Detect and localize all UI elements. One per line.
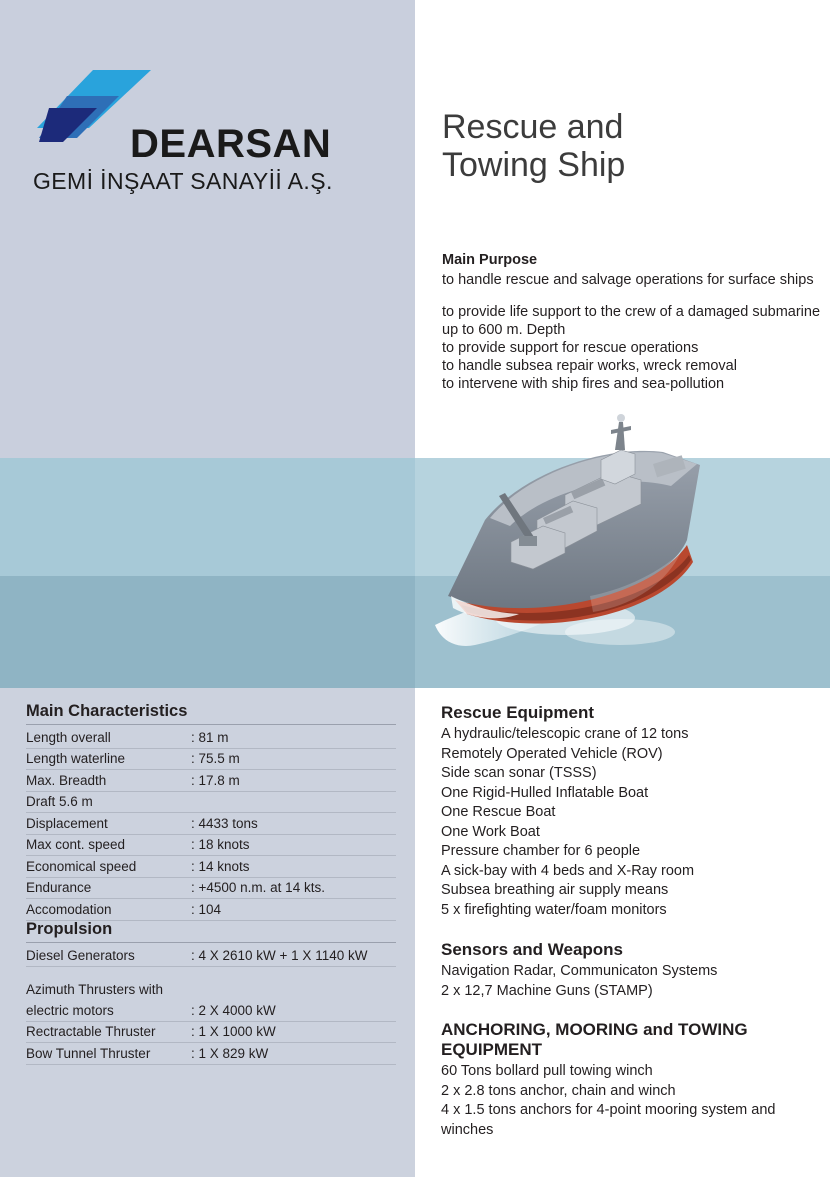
main-purpose-item: to provide support for rescue operations [442,340,699,356]
list-item: One Rigid-Hulled Inflatable Boat [441,784,649,801]
sensors-weapons-heading: Sensors and Weapons [441,940,624,959]
table-row [26,945,396,967]
spec-value: : 1 X 1000 kW [191,1024,276,1039]
spec-key: Displacement [26,815,108,831]
spec-key: Accomodation [26,901,112,917]
spec-value: : 1 X 829 kW [191,1045,269,1061]
page-title-line2: Towing Ship [442,146,626,184]
anchoring-heading-line2: EQUIPMENT [441,1040,543,1059]
list-item: Side scan sonar (TSSS) [441,765,597,781]
list-item: 2 x 2.8 tons anchor, chain and winch [441,1082,676,1099]
table-row [26,899,396,921]
list-item: 2 x 12,7 Machine Guns (STAMP) [441,982,653,999]
spec-value: : 17.8 m [191,772,240,788]
table-row [26,1000,396,1022]
spec-key: Economical speed [26,858,137,874]
spec-key: Max. Breadth [26,772,107,788]
brand-name: DEARSAN [130,122,332,166]
spec-key: electric motors [26,1002,114,1018]
spec-key: Rectractable Thruster [26,1024,156,1039]
spec-key: Draft 5.6 m [26,794,93,809]
ship-illustration [415,400,830,688]
list-item: 5 x firefighting water/foam monitors [441,901,667,918]
main-purpose-item: to provide life support to the crew of a damaged submarine [442,304,821,320]
page-title-line1: Rescue and [442,108,624,146]
spec-value: : 104 [191,901,222,917]
table-row [26,813,396,835]
page-title [442,108,812,184]
table-row [26,749,396,771]
main-purpose-item: up to 600 m. Depth [442,322,566,338]
anchoring-section [441,1020,811,1140]
table-row [26,856,396,878]
spec-key: Bow Tunnel Thruster [26,1045,151,1061]
main-characteristics-heading: Main Characteristics [26,702,396,725]
brand-logo [33,62,393,194]
list-item: 60 Tons bollard pull towing winch [441,1063,653,1079]
main-purpose-lead: to handle rescue and salvage operations for surface ships [442,272,814,288]
main-characteristics-table [26,702,396,921]
list-item: Pressure chamber for 6 people [441,843,641,859]
spec-value: : 81 m [191,729,229,745]
main-purpose-item: to handle subsea repair works, wreck removal [442,358,737,374]
table-row [26,1043,396,1065]
spec-value: : 18 knots [191,837,250,852]
spec-key: Diesel Generators [26,947,135,963]
spec-value: : +4500 n.m. at 14 kts. [191,880,325,895]
table-row [26,1022,396,1044]
spec-value: : 75.5 m [191,751,240,766]
list-item: Subsea breathing air supply means [441,882,669,898]
spec-value [191,792,396,812]
list-item: A hydraulic/telescopic crane of 12 tons [441,726,689,742]
rescue-equipment-section [441,703,811,920]
main-purpose-heading: Main Purpose [442,252,538,268]
main-purpose-list [442,303,827,393]
list-item: 4 x 1.5 tons anchors for 4-point mooring system and [441,1102,776,1118]
table-row [26,792,396,814]
spec-key: Length overall [26,729,111,745]
table-row [26,980,396,1001]
list-item: Remotely Operated Vehicle (ROV) [441,745,663,762]
propulsion-heading: Propulsion [26,920,396,943]
table-row [26,770,396,792]
table-row [26,878,396,900]
anchoring-heading-line1: ANCHORING, MOORING and TOWING [441,1020,748,1039]
list-item: One Work Boat [441,823,540,840]
table-row [26,727,396,749]
brand-subtitle: GEMİ İNŞAAT SANAYİİ A.Ş. [33,168,333,194]
spec-value: : 14 knots [191,858,250,874]
spec-value: : 2 X 4000 kW [191,1002,276,1018]
list-item: winches [441,1121,494,1138]
rescue-equipment-heading: Rescue Equipment [441,703,595,722]
spec-key: Length waterline [26,751,126,766]
list-item: A sick-bay with 4 beds and X-Ray room [441,862,695,879]
list-item: One Rescue Boat [441,804,556,820]
spec-key: Endurance [26,880,92,895]
table-row [26,835,396,857]
spec-value: : 4 X 2610 kW + 1 X 1140 kW [191,947,368,963]
spec-value: : 4433 tons [191,815,258,831]
propulsion-table [26,920,396,1065]
list-item: Navigation Radar, Communicaton Systems [441,963,718,979]
spec-key: Max cont. speed [26,837,126,852]
spec-key: Azimuth Thrusters with [26,982,164,997]
anchoring-heading [441,1020,811,1060]
table-spacer [26,967,396,980]
main-purpose-item: to intervene with ship fires and sea-pollution [442,376,725,392]
sensors-weapons-section [441,940,811,1001]
